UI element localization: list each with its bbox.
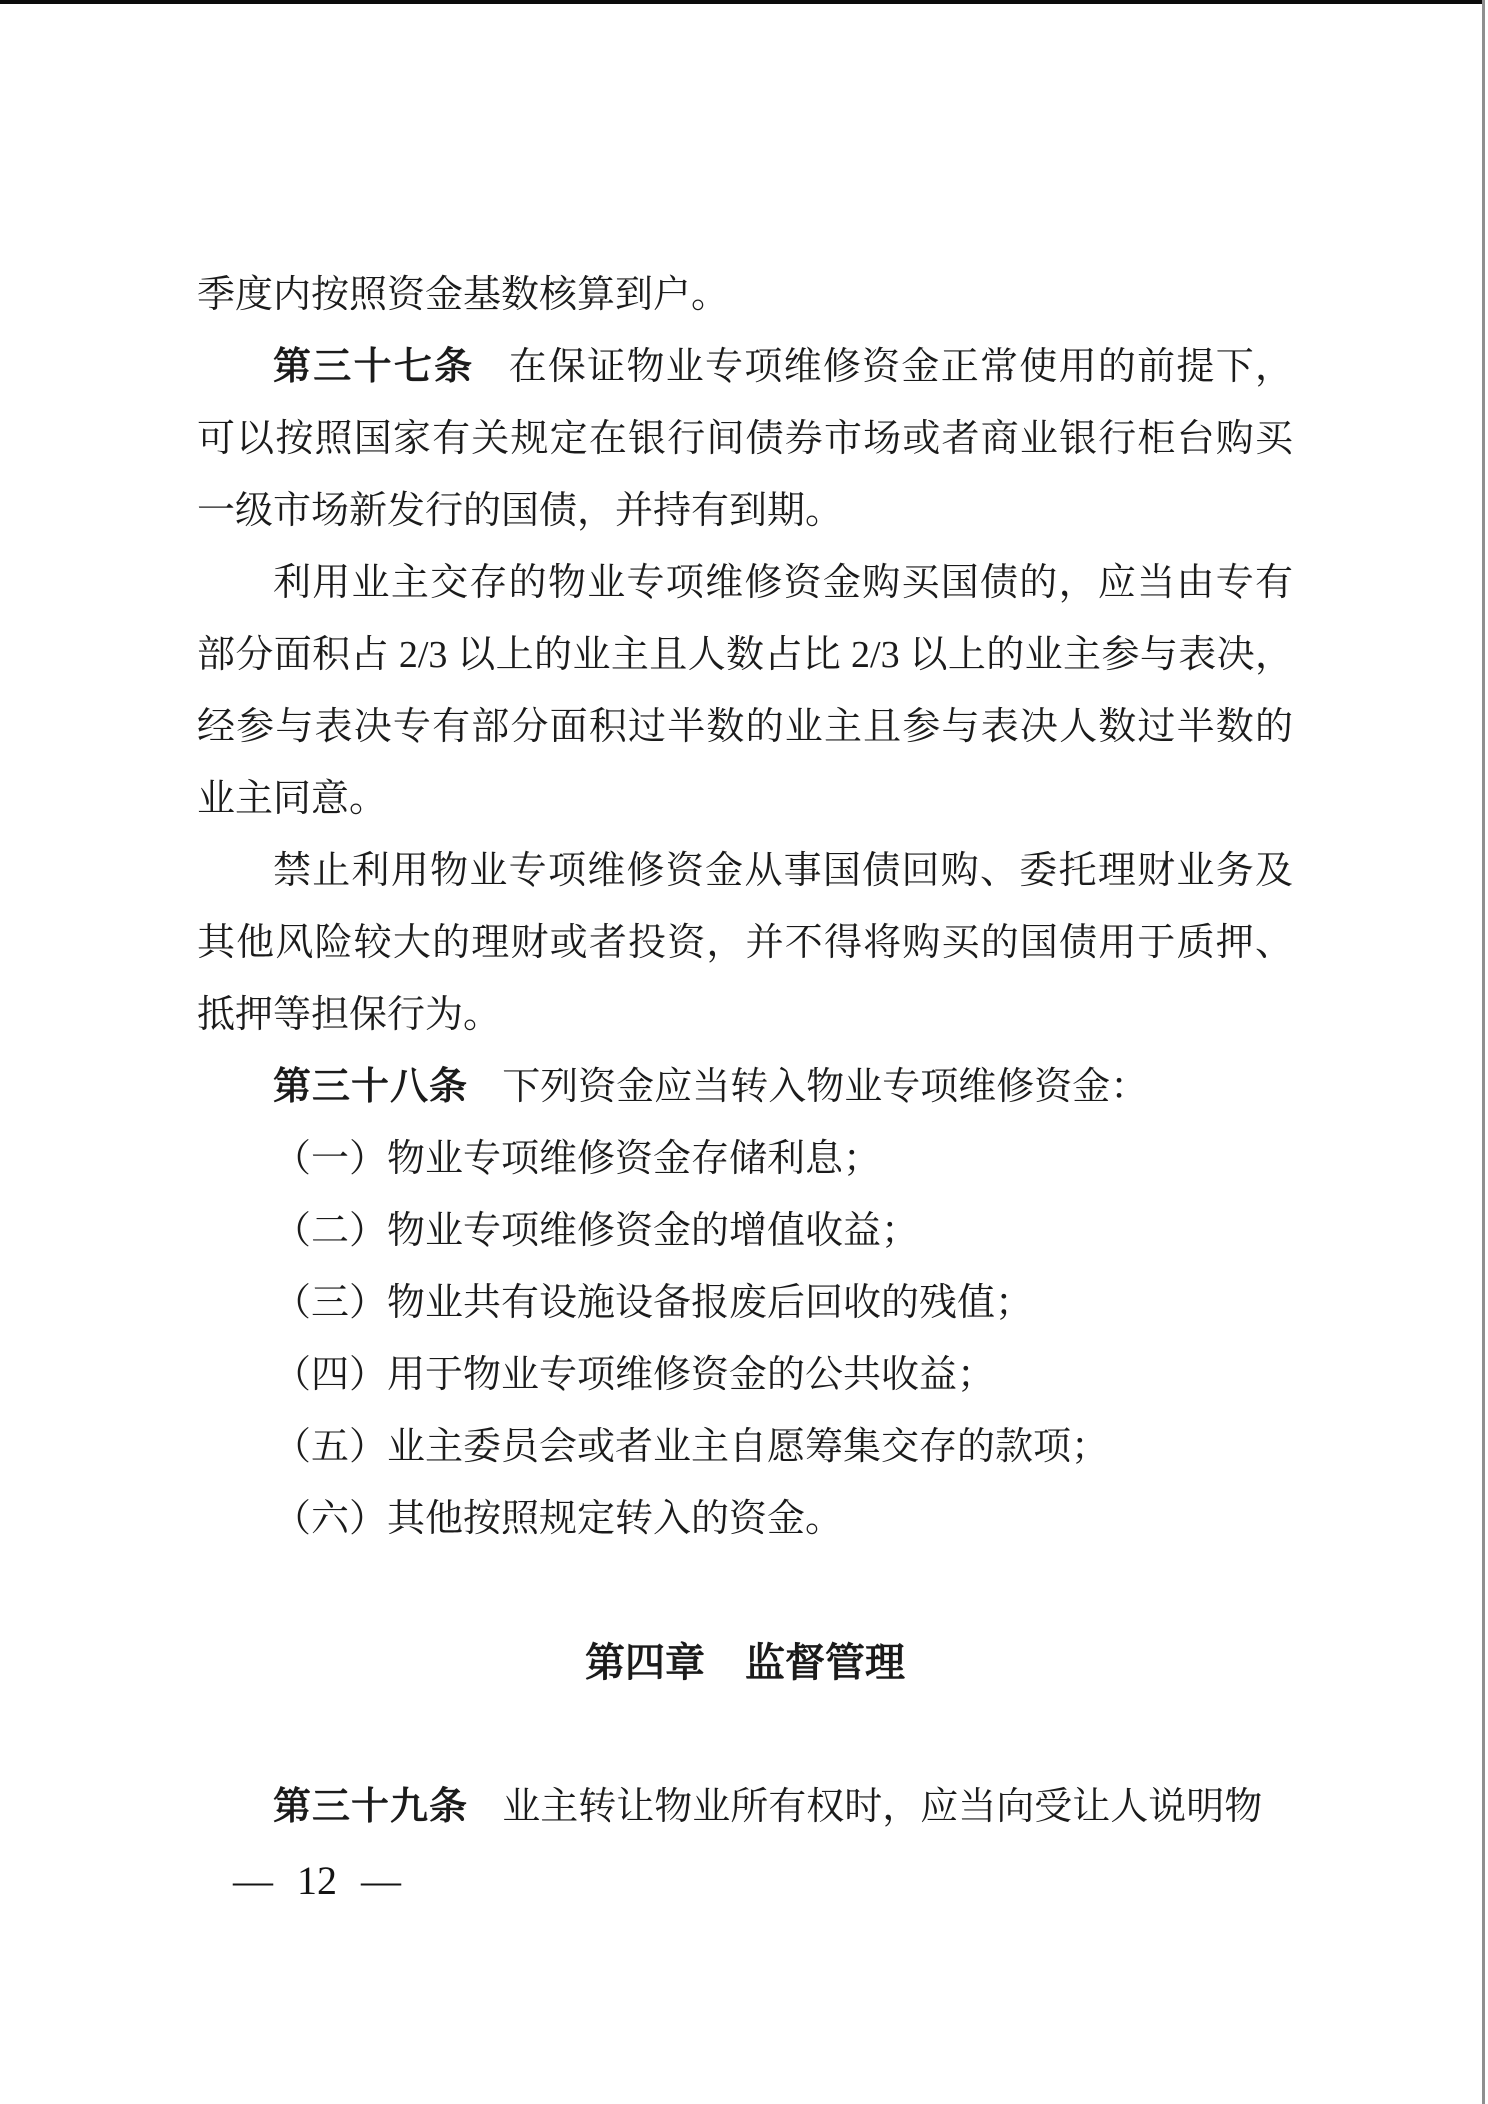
article-37-text: 在保证物业专项维修资金正常使用的前提下，可以按照国家有关规定在银行间债券市场或者商业银行柜台购买一级市场新发行的国债，并持有到期。 [197, 346, 1293, 532]
scan-right-edge [1482, 0, 1485, 2104]
paragraph-article-37 [197, 331, 1293, 547]
article-38-number: 第三十八条 [273, 1066, 469, 1108]
page-number: — 12 — [233, 1858, 401, 1903]
paragraph-article-37-2: 利用业主交存的物业专项维修资金购买国债的，应当由专有部分面积占 2/3 以上的业主且人数占比 2/3 以上的业主参与表决，经参与表决专有部分面积过半数的业主且参与表决人数过半数的业主同意。 [197, 562, 1293, 820]
document-body [197, 259, 1293, 1843]
list-item-2: （二）物业专项维修资金的增值收益； [273, 1210, 920, 1252]
list-item-1: （一）物业专项维修资金存储利息； [273, 1138, 882, 1180]
article-37-number: 第三十七条 [273, 346, 475, 388]
list-item-3: （三）物业共有设施设备报废后回收的残值； [273, 1282, 1034, 1324]
paragraph-continuation: 季度内按照资金基数核算到户。 [197, 274, 730, 316]
chapter-heading: 第四章 监督管理 [585, 1641, 905, 1685]
paragraph-article-39 [197, 1771, 1293, 1843]
list-item-6: （六）其他按照规定转入的资金。 [273, 1498, 844, 1540]
article-39-text: 业主转让物业所有权时，应当向受让人说明物 [502, 1786, 1263, 1828]
list-item-5: （五）业主委员会或者业主自愿筹集交存的款项； [273, 1426, 1110, 1468]
article-38-text: 下列资金应当转入物业专项维修资金： [502, 1066, 1149, 1108]
paragraph-article-37-3: 禁止利用物业专项维修资金从事国债回购、委托理财业务及其他风险较大的理财或者投资，并不得将购买的国债用于质押、抵押等担保行为。 [197, 850, 1293, 1036]
paragraph-article-38 [197, 1051, 1293, 1123]
article-39-number: 第三十九条 [273, 1786, 469, 1828]
scan-top-edge [0, 0, 1484, 4]
list-item-4: （四）用于物业专项维修资金的公共收益； [273, 1354, 996, 1396]
